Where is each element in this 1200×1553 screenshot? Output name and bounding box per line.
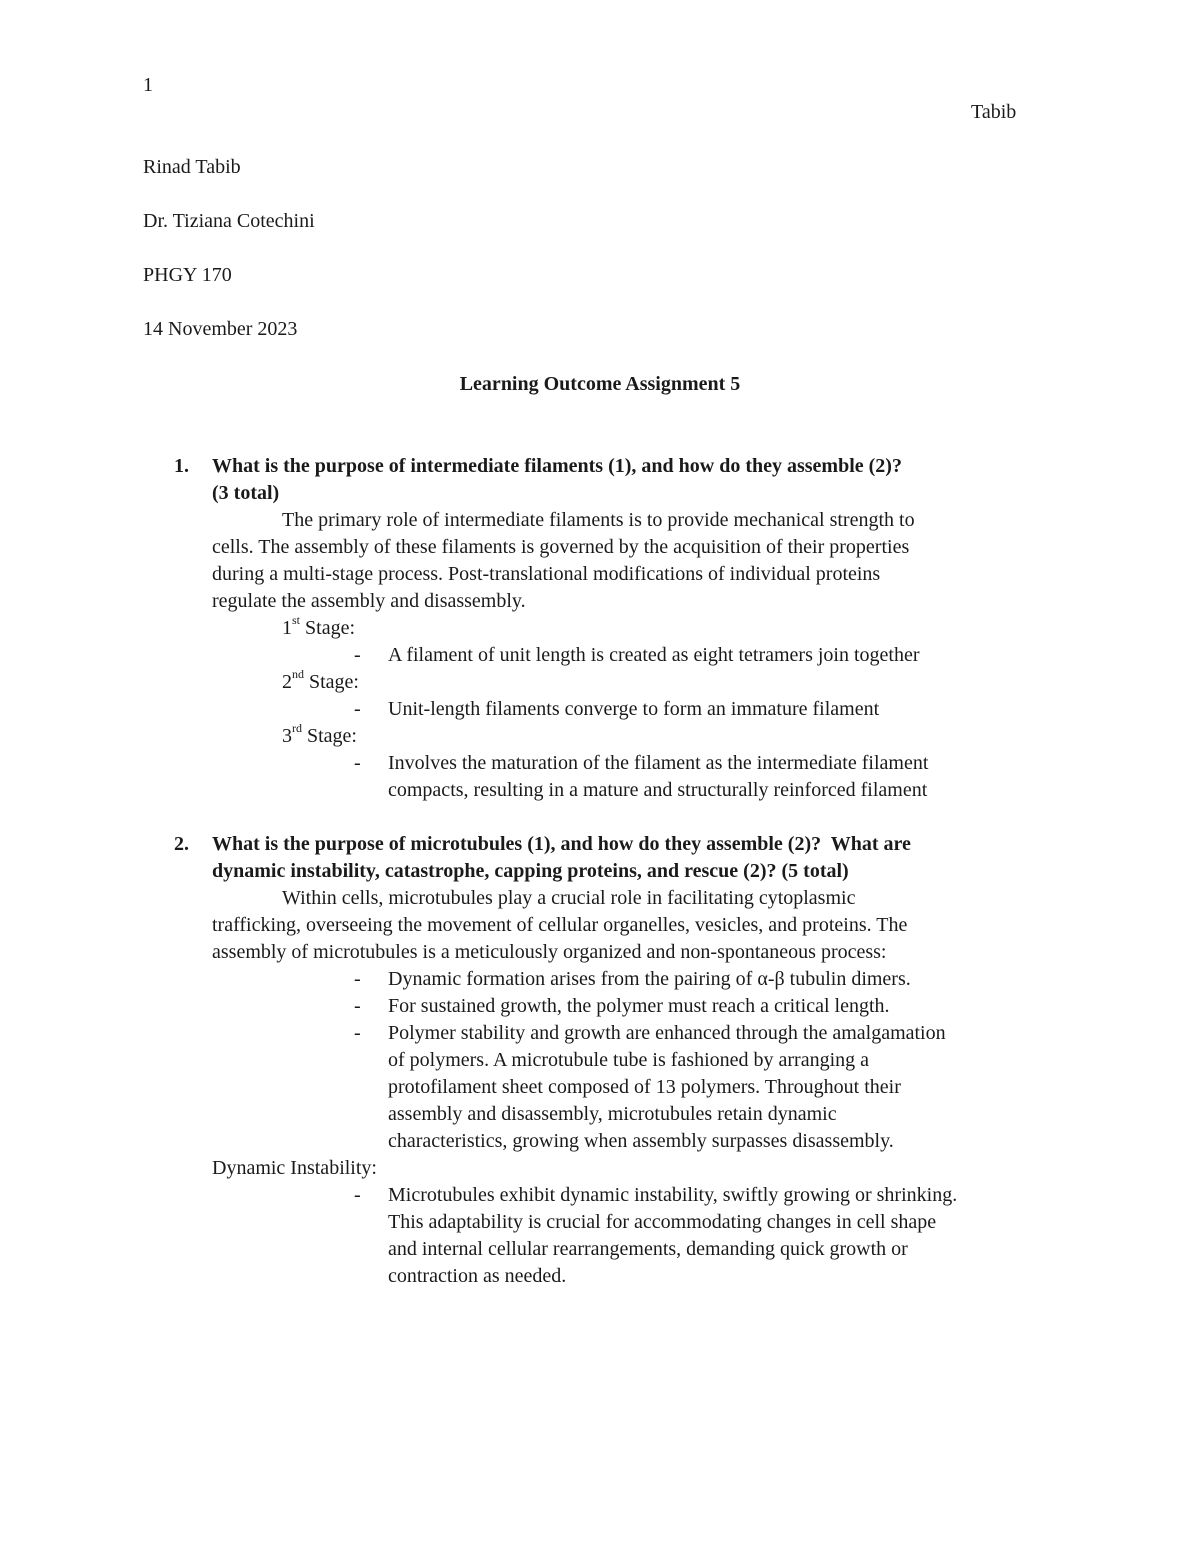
stage-label: 1st Stage: <box>282 613 356 639</box>
bullet-dash: - <box>354 752 361 774</box>
list-item: Microtubules exhibit dynamic instability, swiftly growing or shrinking. <box>388 1184 958 1206</box>
list-item: protofilament sheet composed of 13 polymers. Throughout their <box>388 1076 901 1098</box>
list-item: and internal cellular rearrangements, demanding quick growth or <box>388 1238 908 1260</box>
question-2-text: dynamic instability, catastrophe, capping proteins, and rescue (2)? (5 total) <box>212 860 849 882</box>
bullet-dash: - <box>354 968 361 990</box>
student-name: Rinad Tabib <box>143 156 241 178</box>
list-item: characteristics, growing when assembly surpasses disassembly. <box>388 1130 894 1152</box>
section-label: Dynamic Instability: <box>212 1157 377 1179</box>
page-number: 1 <box>143 74 153 96</box>
page-title: Learning Outcome Assignment 5 <box>459 373 741 395</box>
stage-label: 2nd Stage: <box>282 667 359 693</box>
stage-bullet-text: Involves the maturation of the filament as the intermediate filament <box>388 752 929 774</box>
question-2-number: 2. <box>174 833 189 855</box>
answer-1-line: during a multi-stage process. Post-translational modifications of individual proteins <box>212 563 881 585</box>
course-code: PHGY 170 <box>143 264 232 286</box>
date: 14 November 2023 <box>143 318 298 340</box>
list-item: For sustained growth, the polymer must reach a critical length. <box>388 995 890 1017</box>
question-1-number: 1. <box>174 455 189 477</box>
list-item: of polymers. A microtubule tube is fashioned by arranging a <box>388 1049 870 1071</box>
stage-bullet-text: Unit-length filaments converge to form an immature filament <box>388 698 880 720</box>
question-2-text: What is the purpose of microtubules (1), and how do they assemble (2)? What are <box>212 833 911 855</box>
answer-1-line: The primary role of intermediate filaments is to provide mechanical strength to <box>282 509 915 531</box>
stage-bullet-text: A filament of unit length is created as eight tetramers join together <box>388 644 920 666</box>
answer-1-line: regulate the assembly and disassembly. <box>212 590 526 612</box>
answer-2-line: assembly of microtubules is a meticulously organized and non-spontaneous process: <box>212 941 887 963</box>
list-item: contraction as needed. <box>388 1265 567 1287</box>
bullet-dash: - <box>354 644 361 666</box>
bullet-dash: - <box>354 1184 361 1206</box>
running-header: Tabib <box>971 101 1017 123</box>
bullet-dash: - <box>354 698 361 720</box>
stage-bullet-text: compacts, resulting in a mature and structurally reinforced filament <box>388 779 928 801</box>
answer-2-line: Within cells, microtubules play a crucial role in facilitating cytoplasmic <box>282 887 856 909</box>
list-item: Dynamic formation arises from the pairing of α-β tubulin dimers. <box>388 968 911 990</box>
answer-2-line: trafficking, overseeing the movement of cellular organelles, vesicles, and proteins. The <box>212 914 908 936</box>
bullet-dash: - <box>354 995 361 1017</box>
question-1-text: What is the purpose of intermediate filaments (1), and how do they assemble (2)? <box>212 455 902 477</box>
list-item: This adaptability is crucial for accommodating changes in cell shape <box>388 1211 937 1233</box>
question-1-text: (3 total) <box>212 482 280 504</box>
list-item: Polymer stability and growth are enhanced through the amalgamation <box>388 1022 946 1044</box>
bullet-dash: - <box>354 1022 361 1044</box>
stage-label: 3rd Stage: <box>282 721 357 747</box>
answer-1-line: cells. The assembly of these filaments is governed by the acquisition of their properties <box>212 536 910 558</box>
instructor-name: Dr. Tiziana Cotechini <box>143 210 315 232</box>
list-item: assembly and disassembly, microtubules retain dynamic <box>388 1103 837 1125</box>
